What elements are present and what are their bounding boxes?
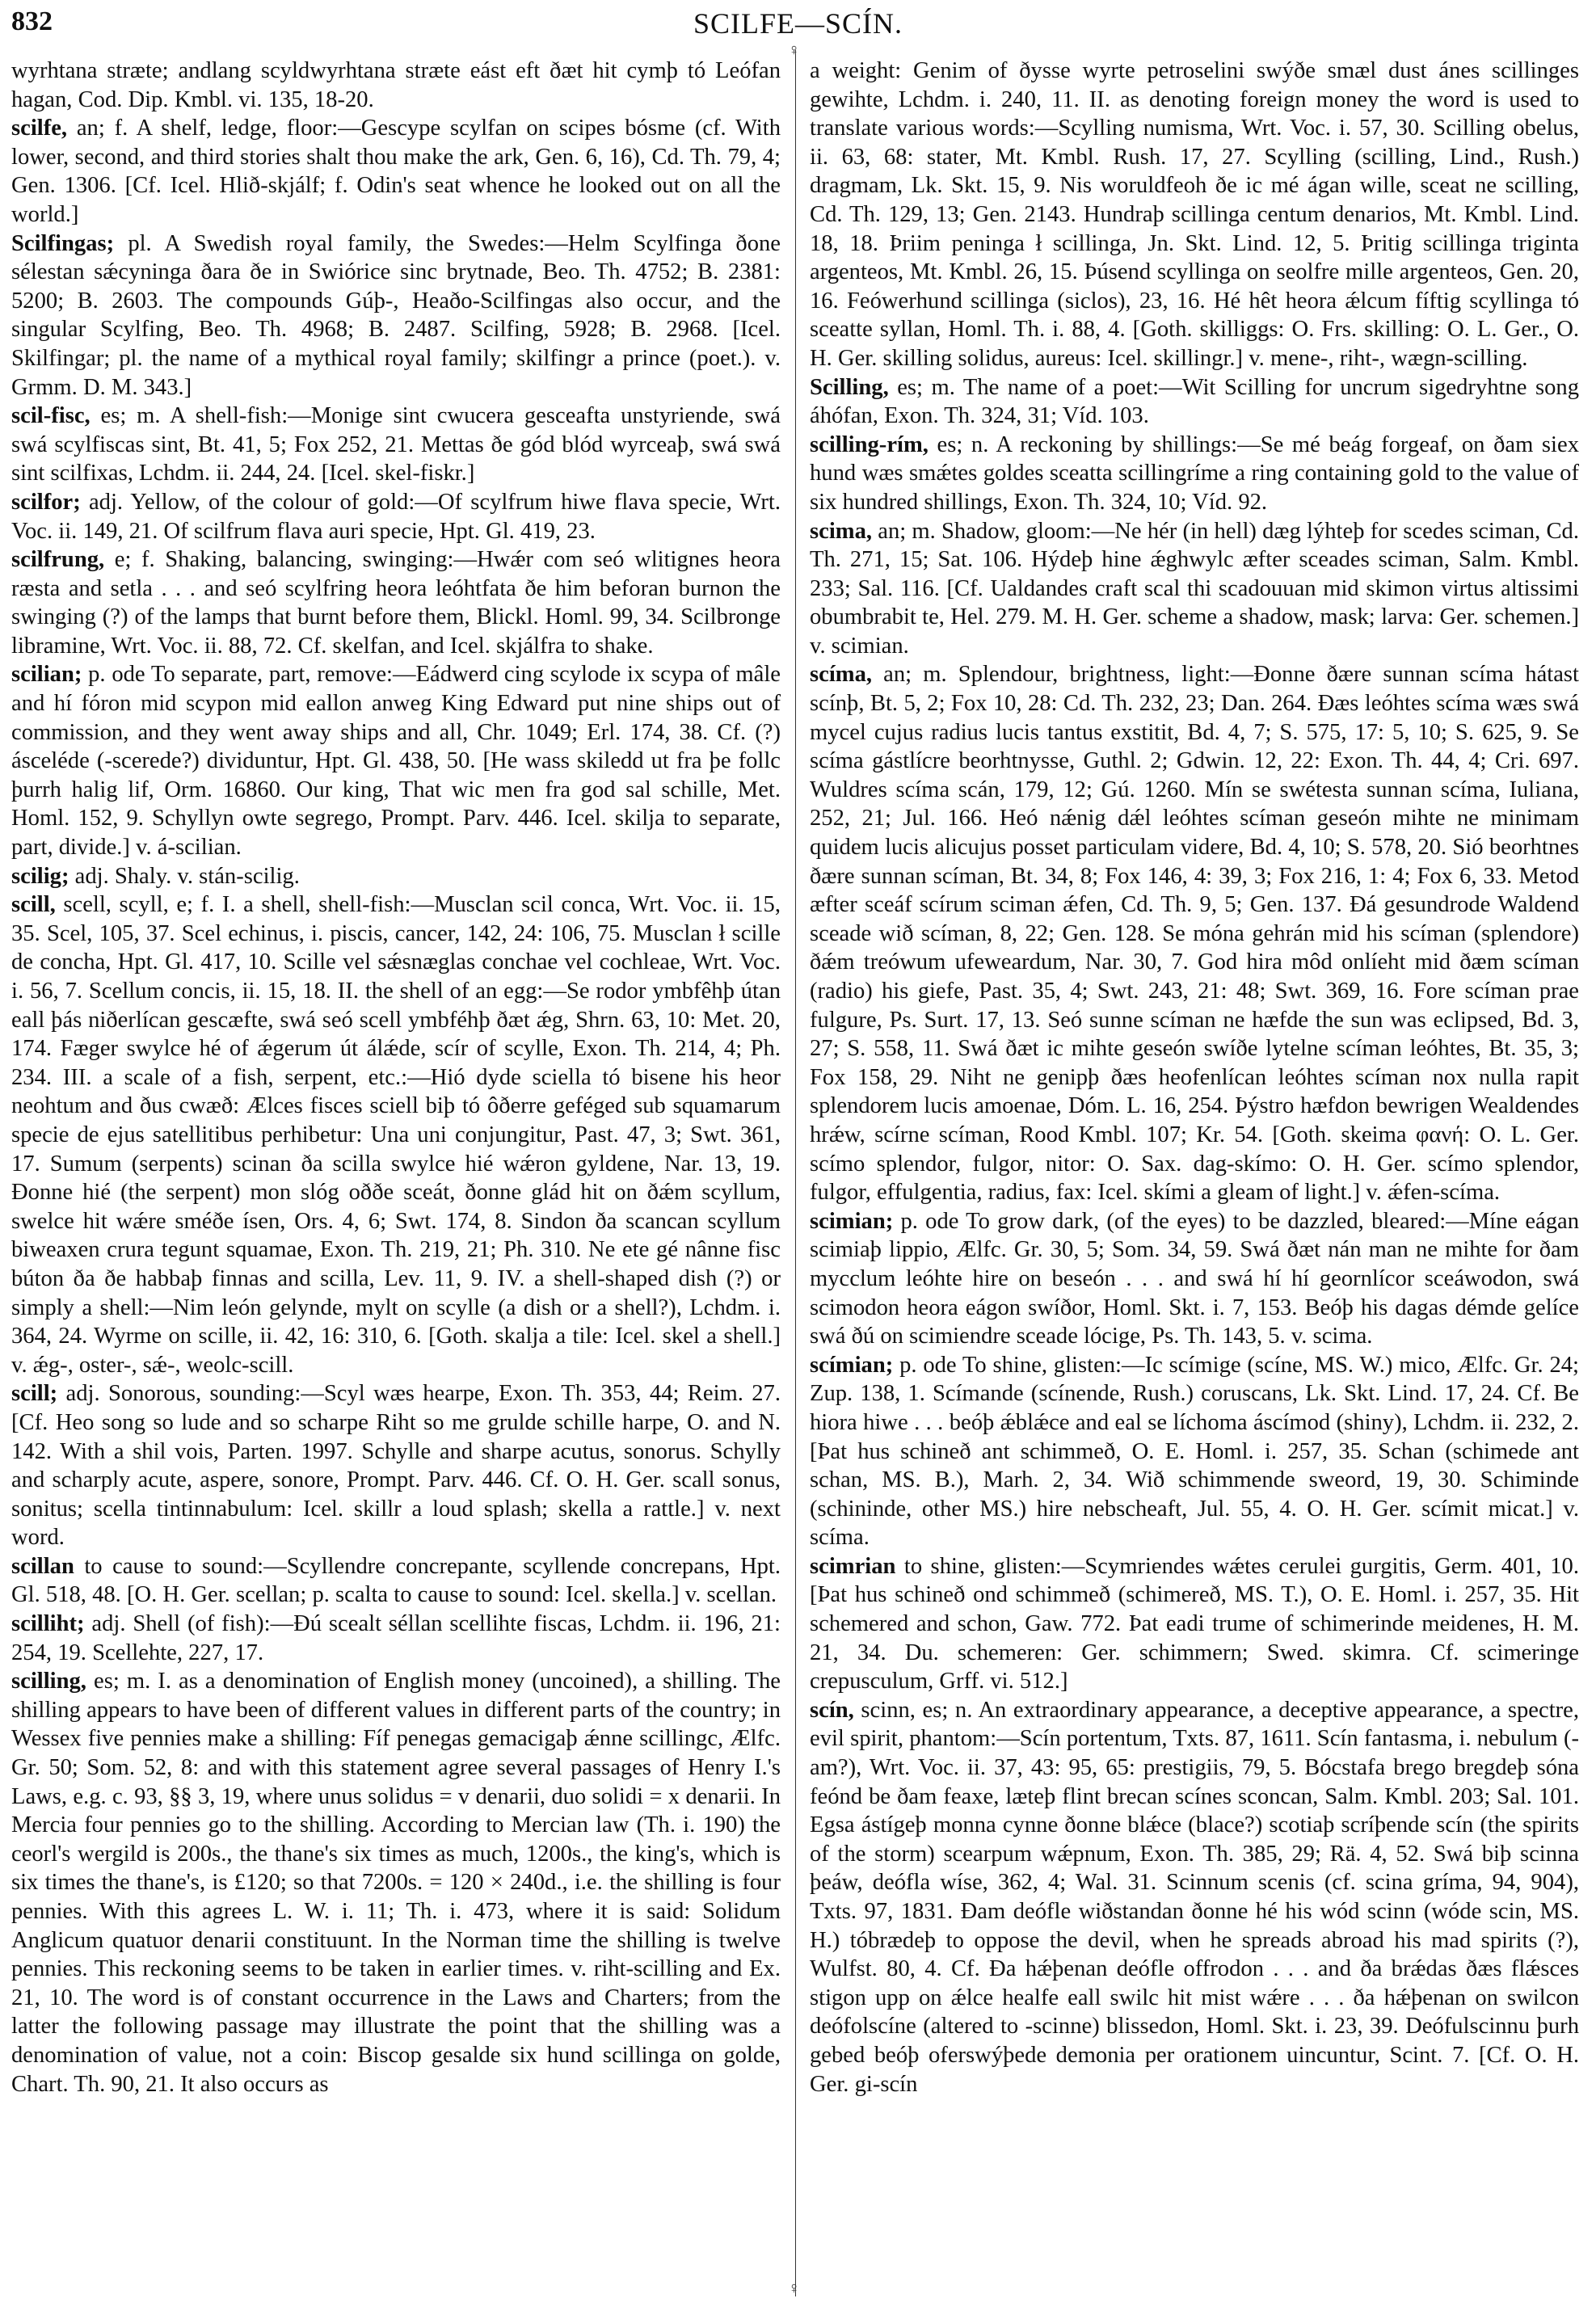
dictionary-entry bbox=[11, 57, 781, 114]
entry-definition: es; m. I. as a denomination of English money (uncoined), a shilling. The shilling appears to have been of different values in different parts of the country; in Wessex five pennies make a shilling: Fíf penegas gemacigaþ ǽnne scillingc, Ælfc. Gr. 50; Som. 52, 8: and with this statement agree several passages of Henry I.'s Laws, e.g. c. 93, §§ 3, 19, where unus solidus = v denarii, duo solidi = x denarii. In Mercia four pennies go to the shilling. According to Mercian law (Th. i. 190) the ceorl's wergild is 200s., the thane's six times as much, 1200s., the king's, which is six times the thane's, is £120; so that 7200s. = 120 × 240d., i.e. the shilling is four pennies. With this agrees L. W. i. 11; Th. i. 473, where it is said: Solidum Anglicum quatuor denarii constituunt. In the Norman time the shilling is twelve pennies. This reckoning seems to be taken in earlier times. v. riht-scilling and Ex. 21, 10. The word is of constant occurrence in the Laws and Charters; from the latter the following passage may illustrate the point that the shilling was a denomination of value, not a coin: Biscop gesalde six hund scillinga on golde, Chart. Th. 90, 21. It also occurs as bbox=[11, 1669, 781, 2097]
dictionary-entry bbox=[11, 545, 781, 660]
entry-headword: scill; bbox=[11, 1381, 58, 1407]
entry-headword: scíma, bbox=[810, 662, 873, 688]
dictionary-entry bbox=[810, 1351, 1579, 1552]
dictionary-entry bbox=[810, 373, 1579, 431]
entry-headword: scilig; bbox=[11, 863, 69, 889]
entry-headword: scima, bbox=[810, 518, 873, 544]
entry-headword: scilian; bbox=[11, 662, 82, 688]
dictionary-entry bbox=[810, 1207, 1579, 1351]
entry-definition: scinn, es; n. An extraordinary appearance, a deceptive appearance, a spectre, evil spirit, phantom:—Scín portentum, Txts. 87, 1611. Scín fantasma, i. nebulum (-am?), Wrt. Voc. ii. 37, 43: 95, 65: prestigiis, 79, 5. Bócstafa brego bregdeþ sóna feónd be ðam feaxe, læteþ flint brecan scínes sconcan, Salm. Kmbl. 203; Sal. 101. Egsa ástígeþ monna cynne ðonne blǽce (blace?) scotiaþ scríþende scín (the spirits of the storm) scearpum wǽpnum, Exon. Th. 385, 29; Rä. 4, 52. Swá biþ scinna þeáw, deófla wíse, 362, 4; Wal. 31. Scinnum scenis (cf. scina gríma, 94, 904), Txts. 97, 1831. Ðam deófle wiðstandan ðonne hé his wód scinn (wóde scin, MS. H.) tóbrædeþ to oppose the devil, when he spreads abroad his mad spirits (?), Wulfst. 80, 4. Cf. Ða hǽþenan deófle offrodon . . . and ða brǽdas ðæs flǽsces stigon upp on ǽlce healfe eall swilc hit mist wǽre . . . ða hǽþenan on swilcon deófolscíne (altered to -scinne) blissedon, Homl. Skt. i. 23, 39. Deófulscinnu þurh gebed beóþ oferswýþede demonia per orationem uincuntur, Scint. 7. [Cf. O. H. Ger. gi-scín bbox=[810, 1697, 1579, 2097]
entry-definition: to shine, glisten:—Scymriendes wǽtes cerulei gurgitis, Germ. 401, 10. [Þat hus schineð ond schimmeð (schimereð, MS. T.), O. E. Homl. i. 257, 35. Hit schemered and schon, Gaw. 772. Þat eadi trume of schimerinde meidenes, H. M. 21, 34. Du. schemeren: Ger. schimmern; Swed. skimra. Cf. scimeringe crepusculum, Grff. vi. 512.] bbox=[810, 1553, 1579, 1694]
entry-definition: p. ode To separate, part, remove:—Eádwerd cing scylode ix scypa of mâle and hí fóron mid scypon mid eallon anweg King Edward put nine ships out of commission, and they went away ships and all, Chr. 1049; Erl. 174, 38. Cf. (?) ásceléde (-scerede?) dividuntur, Hpt. Gl. 438, 50. [He wass skiledd ut fra þe follc þurrh halig lif, Orm. 16860. Our king, That wic men fra god sal schille, Met. Homl. 152, 9. Schyllyn owte segrego, Prompt. Parv. 446. Icel. skilja to separate, part, divide.] v. á-scilian. bbox=[11, 662, 781, 861]
divider-ornament-bottom: ♀ bbox=[788, 2279, 800, 2297]
dictionary-entry bbox=[810, 517, 1579, 661]
entry-definition: an; f. A shelf, ledge, floor:—Gescype scylfan on scipes bósme (cf. With lower, second, and third stories shalt thou make the ark, Gen. 6, 16), Cd. Th. 79, 4; Gen. 1306. [Cf. Icel. Hlið-skjálf; f. Odin's seat whence he looked out on all the world.] bbox=[11, 116, 781, 227]
right-column bbox=[810, 57, 1579, 2098]
entry-definition: adj. Sonorous, sounding:—Scyl wæs hearpe, Exon. Th. 353, 44; Reim. 27. [Cf. Heo song so lude and so scharpe Riht so me grulde schille harpe, O. and N. 142. With a shil vois, Parten. 1997. Schylle and sharpe acutus, sonorus. Schylly and scharply acute, aspere, sonore, Prompt. Parv. 446. Cf. O. H. Ger. scall sonus, sonitus; scella tintinnabulum: Icel. skillr a loud splash; skella a rattle.] v. next word. bbox=[11, 1381, 781, 1551]
entry-headword: scilfe, bbox=[11, 116, 68, 141]
dictionary-entry bbox=[810, 660, 1579, 1206]
entry-headword: scimrian bbox=[810, 1553, 896, 1579]
dictionary-entry bbox=[810, 1696, 1579, 2098]
dictionary-entry bbox=[810, 431, 1579, 517]
entry-definition: an; m. Shadow, gloom:—Ne hér (in hell) dæg lýhteþ for scedes sciman, Cd. Th. 271, 15; Sat. 106. Hýdeþ hine ǽghwylc æfter sceades sciman, Salm. Kmbl. 233; Sal. 116. [Cf. Ualdandes craft scal thi scadouuan mid skimon virtus altissimi obumbrabit te, Hel. 279. M. H. Ger. scheme a shadow, mask; larva: Ger. schemen.] v. scimian. bbox=[810, 518, 1579, 659]
entry-definition: es; n. A reckoning by shillings:—Se mé beág forgeaf, on ðam siex hund wæs smǽtes goldes sceatta scillingríme a ring containing gold to the value of six hundred shillings, Exon. Th. 324, 10; Víd. 92. bbox=[810, 431, 1579, 515]
dictionary-entry bbox=[11, 114, 781, 229]
entry-definition: p. ode To grow dark, (of the eyes) to be dazzled, bleared:—Míne eágan scimiaþ lippio, Ælfc. Gr. 30, 5; Som. 34, 59. Swá ðæt nán man ne mihte for ðam mycclum leóhte hire on beseón . . . and swá hí hí geornlícor sceáwodon, swá scimodon heora eágon swíðor, Homl. Skt. i. 7, 153. Beóþ his dagas démde gelíce swá ðú on scimiendre sceade lócige, Ps. Th. 143, 5. v. scima. bbox=[810, 1208, 1579, 1349]
dictionary-entry bbox=[11, 1610, 781, 1667]
entry-headword: scímian; bbox=[810, 1352, 894, 1378]
running-title: SCILFE—SCÍN. bbox=[693, 7, 903, 40]
entry-definition: p. ode To shine, glisten:—Ic scímige (scíne, MS. W.) mico, Ælfc. Gr. 24; Zup. 138, 1. Scímande (scínende, Rush.) coruscans, Lk. Skt. Lind. 17, 24. Cf. Be hiora hiwe . . . beóþ ǽblǽce and eal se líchoma áscímod (shiny), Lchdm. ii. 232, 2. [Þat hus schineð ant schimmeð, O. E. Homl. i. 257, 35. Schan (schimede ant schan, MS. B.), Marh. 2, 34. Wið schimmende sweord, 19, 30. Schiminde (schininde, other MS.) hire nebscheaft, Jul. 55, 4. O. H. Ger. scímit micat.] v. scíma. bbox=[810, 1352, 1579, 1551]
entry-headword: Scilling, bbox=[810, 374, 889, 400]
entry-definition: adj. Yellow, of the colour of gold:—Of scylfrum hiwe flava specie, Wrt. Voc. ii. 149, 21. Of scilfrum flava auri specie, Hpt. Gl. 419, 23. bbox=[11, 489, 781, 544]
entry-headword: scilfrung, bbox=[11, 547, 105, 573]
page-header bbox=[11, 6, 1585, 44]
dictionary-entry bbox=[11, 402, 781, 488]
entry-definition: an; m. Splendour, brightness, light:—Ðonne ðære sunnan scíma hátast scínþ, Bt. 5, 2; Fox 10, 28: Cd. Th. 232, 23; Dan. 264. Ðæs leóhtes scíma wæs swá mycel cujus radius lucis tantus exstitit, Bd. 4, 7; S. 575, 17: 5, 10; S. 625, 9. Se scíma gástlícre beorhtnysse, Guthl. 2; Gdwin. 12, 22: Exon. Th. 44, 4; Cri. 697. Wuldres scíma scán, 179, 12; Gú. 1260. Mín se swétesta sunnan scíma, Iuliana, 252, 21; Jul. 166. Heó nǽnig dǽl leóhtes scíman geseón mihte ne minimam quidem lucis alicujus posset particulam videre, Bd. 4, 10; S. 578, 20. Sió beorhtnes ðære sunnan scíman, Bt. 34, 8; Fox 146, 4: 39, 3; Fox 216, 1: 4; Fox 6, 33. Metod æfter sceáf scírum sciman ǽfen, Cd. Th. 9, 5; Gen. 137. Ðá gesundrode Waldend sceade wið scíman, 8, 22; Gen. 128. Se móna gehrán mid his scíman (splendore) ðǽm treówum ufeweardum, Nar. 30, 7. God hira môd onlíeht mid ðæm scíman (radio) his giefe, Past. 35, 4; Swt. 243, 21: 48; Swt. 369, 16. Fore scíman prae fulgure, Ps. Surt. 17, 13. Seó sunne scíman ne hæfde the sun was eclipsed, Bd. 3, 27; S. 558, 11. Swá ðæt ic mihte geseón swíðe lytelne scíman leóhtes, Bt. 35, 3; Fox 158, 29. Niht ne genipþ ðæs heofenlícan leóhtes scíman nox nulla rapit splendorem lucis amoenae, Dóm. L. 16, 254. Þýstro hæfdon bewrigen Wealdendes hrǽw, scírne scíman, Rood Kmbl. 107; Kr. 54. [Goth. skeima φανή: O. L. Ger. scímo splendor, fulgor, nitor: O. Sax. dag-skímo: O. H. Ger. scímo splendor, fulgor, effulgentia, radius, fax: Icel. skími a gleam of light.] v. ǽfen-scíma. bbox=[810, 662, 1579, 1206]
dictionary-entry bbox=[11, 660, 781, 861]
entry-headword: Scilfingas; bbox=[11, 230, 115, 256]
page-number: 832 bbox=[11, 6, 53, 36]
entry-headword: scill, bbox=[11, 892, 56, 918]
dictionary-entry bbox=[810, 57, 1579, 373]
entry-definition: es; m. A shell-fish:—Monige sint cwucera gesceafta unstyriende, swá swá scylfiscas sint, Bt. 41, 5; Fox 252, 21. Mettas ðe gód blód wyrceaþ, swá swá sint scilfixas, Lchdm. ii. 244, 24. [Icel. skel-fiskr.] bbox=[11, 403, 781, 486]
entry-headword: scín, bbox=[810, 1697, 854, 1723]
entry-headword: scilling, bbox=[11, 1669, 86, 1694]
entry-definition: wyrhtana stræte; andlang scyldwyrhtana stræte eást eft ðæt hit cymþ tó Leófan hagan, Cod. Dip. Kmbl. vi. 135, 18-20. bbox=[11, 58, 781, 112]
left-column bbox=[11, 57, 781, 2098]
entry-headword: scilfor; bbox=[11, 489, 81, 515]
entry-headword: scillan bbox=[11, 1553, 74, 1579]
dictionary-entry bbox=[11, 890, 781, 1379]
entry-definition: adj. Shaly. v. stán-scilig. bbox=[69, 863, 300, 889]
dictionary-entry bbox=[11, 229, 781, 402]
divider-ornament-top: ♀ bbox=[788, 41, 800, 59]
entry-definition: a weight: Genim of ðysse wyrte petroselini swýðe smæl dust ánes scillinges gewihte, Lchdm. i. 240, 11. II. as denoting foreign money the word is used to translate various words:—Scylling numisma, Wrt. Voc. i. 57, 30. Scilling obelus, ii. 63, 68: stater, Mt. Kmbl. Rush. 17, 27. Scylling (scilling, Lind., Rush.) dragmam, Lk. Skt. 15, 9. Nis woruldfeoh ðe ic mé ágan wille, sceat ne scilling, Cd. Th. 129, 13; Gen. 2143. Hundraþ scillinga centum denarios, Mt. Kmbl. Lind. 18, 18. Þriim peninga ł scillinga, Jn. Skt. Lind. 12, 5. Þritig scillinga triginta argenteos, Mt. Kmbl. 26, 15. Þúsend scyllinga on seolfre mille argenteos, Gen. 20, 16. Feówerhund scillinga (siclos), 23, 16. Hé hêt heora ǽlcum fíftig scyllinga tó sceatte syllan, Homl. Th. i. 88, 4. [Goth. skilliggs: O. Frs. skilling: O. L. Ger., O. H. Ger. skilling solidus, aureus: Icel. skillingr.] v. mene-, riht-, wægn-scilling. bbox=[810, 58, 1579, 371]
column-divider bbox=[795, 50, 796, 2296]
dictionary-entry bbox=[11, 1552, 781, 1610]
entry-headword: scilliht; bbox=[11, 1611, 85, 1637]
entry-definition: pl. A Swedish royal family, the Swedes:—Helm Scylfinga ðone sélestan sǽcyninga ðara ðe in Swiórice sinc brytnade, Beo. Th. 4752; B. 2381: 5200; B. 2603. The compounds Gúþ-, Heaðo-Scilfingas also occur, and the singular Scylfing, Beo. Th. 4968; B. 2487. Scilfing, 5928; B. 2968. [Icel. Skilfingar; pl. the name of a mythical royal family; skilfingr a prince (poet.). v. Grmm. D. M. 343.] bbox=[11, 230, 781, 400]
entry-headword: scimian; bbox=[810, 1208, 894, 1234]
dictionary-entry bbox=[11, 862, 781, 891]
entry-definition: adj. Shell (of fish):—Ðú scealt séllan scellihte fiscas, Lchdm. ii. 196, 21: 254, 19. Scellehte, 227, 17. bbox=[11, 1611, 781, 1665]
entry-headword: scil-fisc, bbox=[11, 403, 91, 429]
entry-definition: e; f. Shaking, balancing, swinging:—Hwǽr com seó wlitignes heora ræsta and setla . . . and seó scylfring heora leóhtfata ðe him beforan burnon the swinging (?) of the lamps that burnt before them, Blickl. Homl. 99, 34. Scilbronge libramine, Wrt. Voc. ii. 88, 72. Cf. skelfan, and Icel. skjálfra to shake. bbox=[11, 547, 781, 659]
dictionary-entry bbox=[11, 1667, 781, 2098]
entry-headword: scilling-rím, bbox=[810, 431, 929, 457]
dictionary-entry bbox=[11, 1379, 781, 1552]
dictionary-entry bbox=[810, 1552, 1579, 1696]
entry-definition: es; m. The name of a poet:—Wit Scilling for uncrum sigedryhtne song áhófan, Exon. Th. 324, 31; Víd. 103. bbox=[810, 374, 1579, 429]
entry-definition: scell, scyll, e; f. I. a shell, shell-fish:—Musclan scil conca, Wrt. Voc. ii. 15, 35. Scel, 105, 37. Scel echinus, i. piscis, cancer, 142, 24: 106, 75. Musclan ł scille de concha, Hpt. Gl. 417, 10. Scille vel sǽsnæglas conchae vel cochleae, Wrt. Voc. i. 56, 7. Scellum concis, ii. 15, 18. II. the shell of an egg:—Se rodor ymbfêhþ útan eall þás niðerlícan gescæfte, swá seó scell ymbféhþ ðæt ǽg, Shrn. 63, 10: Met. 20, 174. Fæger swylce hé of ǽgerum út álǽde, scír of scylle, Exon. Th. 214, 4; Ph. 234. III. a scale of a fish, serpent, etc.:—Hió dyde sciella tó bisene his heor neohtum and ðus cwæð: Ælces fisces sciell biþ tó ôðerre geféged sub squamarum specie de ejus satellitibus perhibetur: Una uni conjungitur, Past. 47, 3; Swt. 361, 17. Sumum (serpents) scinan ða scilla swylce hié wǽron gyldene, Nar. 13, 19. Ðonne hié (the serpent) mon slóg oððe sceát, ðonne glád hit on ðǽm scyllum, swelce hit wǽre sméðe ísen, Ors. 4, 6; Swt. 174, 8. Sindon ða scancan scyllum biweaxen crura tegunt squamae, Exon. Th. 219, 21; Ph. 310. Ne ete gé nânne fisc búton ða ðe habbaþ finnas and scilla, Lev. 11, 9. IV. a shell-shaped dish (?) or simply a shell:—Nim león gelynde, mylt on scylle (a dish or a shell?), Lchdm. i. 364, 24. Wyrme on scille, ii. 42, 16: 310, 6. [Goth. skalja a tile: Icel. skel a shell.] v. ǽg-, oster-, sǽ-, weolc-scill. bbox=[11, 892, 781, 1378]
dictionary-entry bbox=[11, 488, 781, 545]
entry-definition: to cause to sound:—Scyllendre concrepante, scyllende concrepans, Hpt. Gl. 518, 48. [O. H. Ger. scellan; p. scalta to cause to sound: Icel. skella.] v. scellan. bbox=[11, 1553, 781, 1608]
